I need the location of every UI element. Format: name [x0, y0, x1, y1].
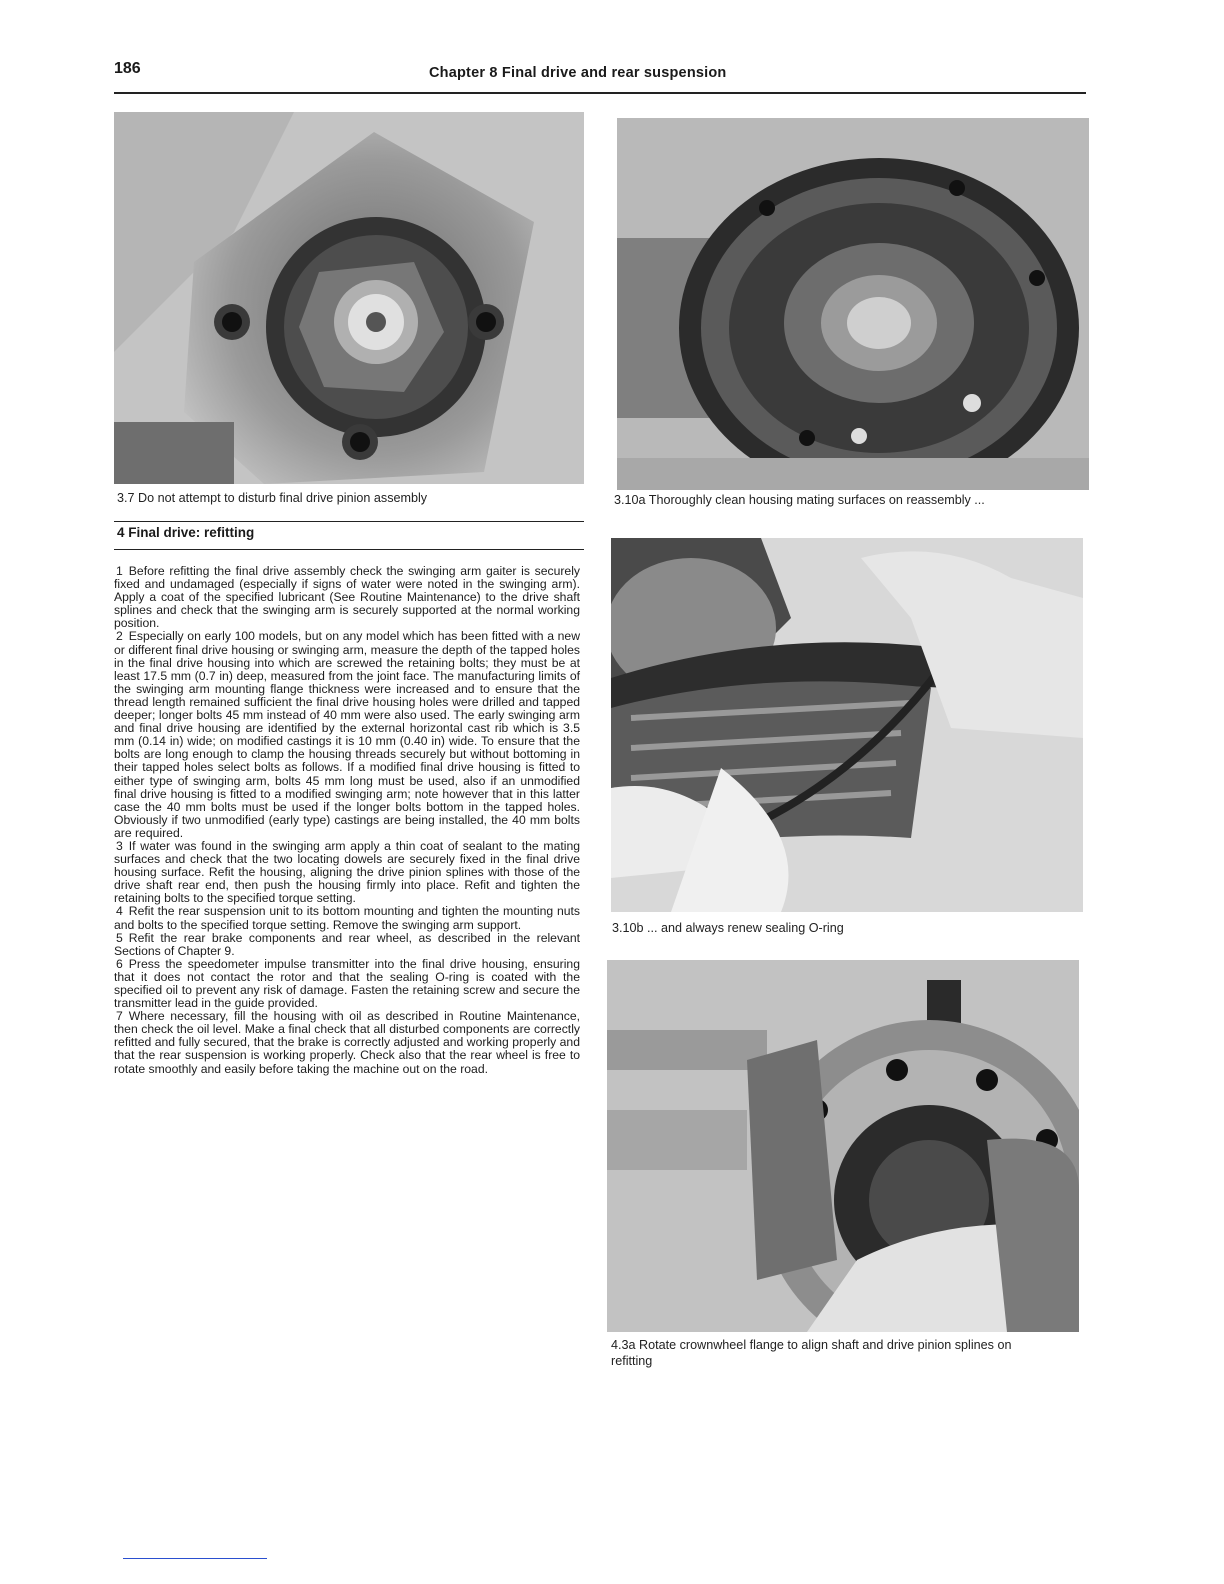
footer-line — [123, 1558, 267, 1559]
section-heading: 4 Final drive: refitting — [117, 525, 255, 540]
caption-3-10b: 3.10b ... and always renew sealing O-ring — [612, 921, 844, 935]
chapter-title: Chapter 8 Final drive and rear suspension — [429, 65, 727, 81]
photo-crownwheel-flange — [607, 960, 1079, 1332]
caption-3-10a: 3.10a Thoroughly clean housing mating surfaces on reassembly ... — [614, 493, 985, 507]
paragraph-6: 6 Press the speedometer impulse transmitter into the final drive housing, ensuring that it does not contact the rotor and that the sealing O-ring is coated with the specified oil to prevent any risk of damage. Fasten the retaining screw and secure the transmitter lead in the guide provided. — [114, 956, 580, 1011]
paragraph-3: 3 If water was found in the swinging arm apply a thin coat of sealant to the mating surfaces and check that the two locating dowels are securely fixed in the final drive housing surface. Refit the housing, aligning the drive pinion splines with those of the drive shaft rear end, then push the housing firmly into place. Refit and tighten the retaining bolts to the specified torque setting. — [114, 838, 580, 906]
section-rule-top — [114, 521, 584, 522]
paragraph-1: 1 Before refitting the final drive assembly check the swinging arm gaiter is securely fixed and undamaged (especially if signs of water were noted in the swinging arm). Apply a coat of the specified lubricant (See Routine Maintenance) to the drive shaft splines and check that the swinging arm is securely supported at the normal working position. — [114, 564, 580, 631]
paragraph-4: 4 Refit the rear suspension unit to its bottom mounting and tighten the mounting nuts and bolts to the specified torque setting. Remove the swinging arm support. — [114, 904, 580, 932]
section-body — [114, 565, 580, 1076]
page-header — [114, 58, 1086, 94]
caption-4-3a: 4.3a Rotate crownwheel flange to align shaft and drive pinion splines on refitting — [611, 1338, 1012, 1368]
paragraph-5: 5 Refit the rear brake components and rear wheel, as described in the relevant Sections of Chapter 9. — [114, 930, 580, 958]
section-rule-bottom — [114, 549, 584, 550]
paragraph-7: 7 Where necessary, fill the housing with oil as described in Routine Maintenance, then check the oil level. Make a final check that all disturbed components are correctly refitted and fully secured, that the brake is correctly adjusted and working properly and that the rear suspension is working properly. Check also that the rear wheel is free to rotate smoothly and easily before taking the machine out on the road. — [114, 1009, 580, 1076]
paragraph-2: 2 Especially on early 100 models, but on any model which has been fitted with a new or different final drive housing or swinging arm, measure the depth of the tapped holes in the final drive housing into which are screwed the retaining bolts; they must be at least 17.5 mm (0.7 in) deep, measured from the joint face. The manufacturing limits of the swinging arm mounting flange thickness were increased and to ensure that the thread length remained sufficient the final drive housing holes were drilled and tapped deeper; longer bolts 45 mm instead of 40 mm were also used. The early swinging arm and final drive housing are identified by the external horizontal cast rib which is 3.5 mm (0.14 in) wide; on modified castings it is 10 mm (0.40 in) wide. To ensure that the bolts are long enough to clamp the housing threads securely but without bottoming in their tapped holes select bolts as follows. If a modified final drive housing is fitted to either type of swinging arm, bolts 45 mm long must be used, also if an unmodified final drive housing is fitted to a modified swinging arm; note however that in this latter case the 40 mm bolts must be used if the longer bolts bottom in the tapped holes. Obviously if two unmodified (early type) castings are being installed, the 40 mm bolts are required. — [114, 629, 580, 840]
photo-sealing-o-ring — [611, 538, 1083, 912]
caption-3-7: 3.7 Do not attempt to disturb final drive pinion assembly — [117, 491, 428, 505]
photo-housing-mating-surfaces — [617, 118, 1089, 490]
photo-final-drive-pinion — [114, 112, 584, 484]
page-number: 186 — [114, 60, 141, 77]
